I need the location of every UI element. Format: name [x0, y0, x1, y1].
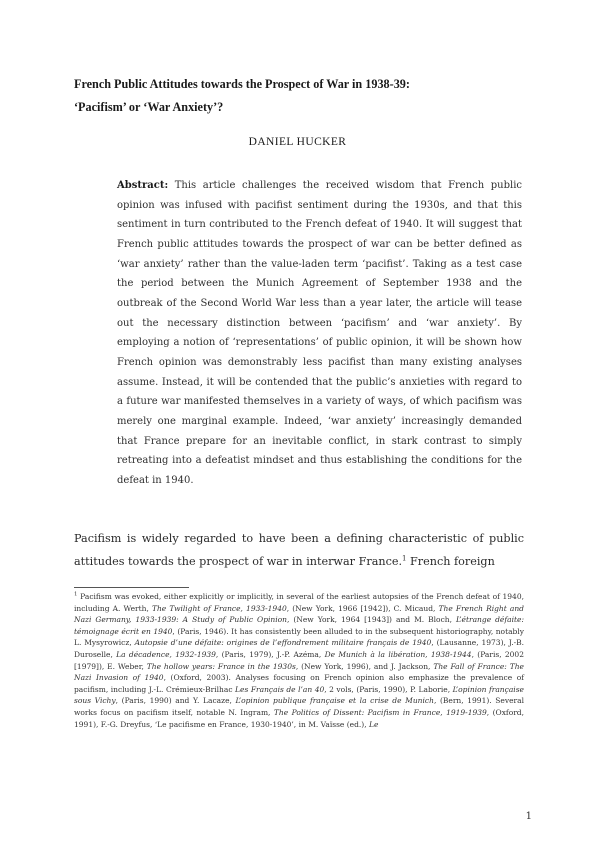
- footnote-italic-title: The French Right and Nazi Germany, 1933-1939: A Study of Public Opinion: [74, 603, 524, 625]
- footnote-italic-title: Les Français de l’an 40: [235, 684, 325, 694]
- footnote-reference[interactable]: 1: [402, 554, 407, 563]
- footnote-number: 1: [74, 591, 78, 598]
- footnote-run: , (Oxford, 1991), F.-G. Dreyfus, ‘Le pacifisme en France, 1930-1940’, in M. Vaïsse (ed.),: [74, 707, 524, 729]
- abstract-text: This article challenges the received wisdom that French public opinion was infused with pacifist sentiment during the 1930s, and that this sentiment in turn contributed to the French defeat of 1940. It will suggest that French public attitudes towards the prospect of war can be better defined as ‘war anxiety’ rather than the value-laden term ‘pacifist’. Taking as a test case the period between the Munich Agreement of September 1938 and the outbreak of the Second World War less than a year later, the article will tease out the necessary distinction between ‘pacifism’ and ‘war anxiety’. By employing a notion of ‘representations’ of public opinion, it will be shown how French opinion was demonstrably less pacifist than many existing analyses assume. Instead, it will be contended that the public’s anxieties with regard to a future war manifested themselves in a variety of ways, of which pacifism was merely one marginal example. Indeed, ‘war anxiety’ increasingly demanded that France prepare for an inevitable conflict, in stark contrast to simply retreating into a defeatist mindset and thus establishing the conditions for the defeat in 1940.: [117, 180, 522, 486]
- footnote-run: , (Oxford, 2003). Analyses focusing on French opinion also emphasize the prevalence of pacifism, including J.-L. Crémieux-Brilhac: [74, 673, 525, 694]
- body-text-end: French foreign: [406, 555, 495, 568]
- footnote-run: , (Paris, 1979), J.-P. Azéma,: [215, 649, 325, 659]
- footnote-run: , (New York, 1966 [1942]), C. Micaud,: [286, 603, 439, 613]
- footnote-italic-title: De Munich à la libération, 1938-1944: [324, 649, 472, 659]
- footnote-run: , 2 vols, (Paris, 1990), P. Laborie,: [324, 684, 453, 694]
- abstract: [117, 176, 522, 491]
- footnote-text: [74, 592, 524, 729]
- footnote-run: , (Bern, 1991). Several works focus on pacifism itself, notable N. Ingram,: [74, 696, 524, 717]
- footnote-italic-title: L’étrange défaite: témoignage écrit en 1940: [74, 615, 524, 636]
- footnote-italic-title: The Fall of France: The Nazi Invasion of 1940: [74, 661, 524, 683]
- footnote-italic-title: La décadence, 1932-1939: [116, 649, 216, 659]
- footnote-italic-title: The hollow years: France in the 1930s: [146, 661, 296, 671]
- footnote-italic-title: L’opinion française sous Vichy: [74, 684, 524, 706]
- footnote-separator: [74, 587, 189, 588]
- article-title: [74, 73, 534, 119]
- footnote-run: , (New York, 1996), and J. Jackson,: [295, 661, 434, 671]
- title-line-2: ‘Pacifism’ or ‘War Anxiety’?: [74, 100, 224, 114]
- footnote-run: , (Lausanne, 1973), J.-B. Duroselle,: [74, 638, 525, 659]
- body-paragraph: [74, 527, 524, 573]
- footnote-italic-title: The Twilight of France, 1933-1940: [151, 603, 287, 613]
- author-name: DANIEL HUCKER: [248, 136, 347, 148]
- body-text-start: Pacifism is widely regarded to have been a defining characteristic of public attitudes towards the prospect of war in interwar France.: [74, 532, 524, 568]
- footnote-italic-title: Le: [369, 719, 379, 729]
- footnote-run: , (Paris, 1946). It has consistently been alluded to in the subsequent historiography, notably L. Mysyrowicz,: [74, 626, 524, 648]
- footnote-italic-title: The Politics of Dissent: Pacifism in France, 1919-1939: [273, 707, 487, 717]
- footnote-run: , (New York, 1964 [1943]) and M. Bloch,: [286, 615, 456, 625]
- title-line-1: French Public Attitudes towards the Prospect of War in 1938-39:: [74, 77, 410, 91]
- footnote-run: , (Paris, 1990) and Y. Lacaze,: [115, 696, 236, 706]
- abstract-label: Abstract:: [117, 180, 169, 191]
- footnote-run: Pacifism was evoked, either explicitly or implicitly, in several of the earliest autopsies of the French defeat of 1940, including A. Werth,: [74, 592, 524, 613]
- footnote-run: , (Paris, 2002 [1979]), E. Weber,: [74, 649, 524, 671]
- footnote-italic-title: L’opinion publique française et la crise de Munich: [235, 696, 434, 706]
- footnote: [74, 591, 524, 730]
- page-number: 1: [525, 811, 532, 822]
- footnote-italic-title: Autopsie d’une défaite: origines de l’effondrement militaire français de 1940: [134, 638, 432, 648]
